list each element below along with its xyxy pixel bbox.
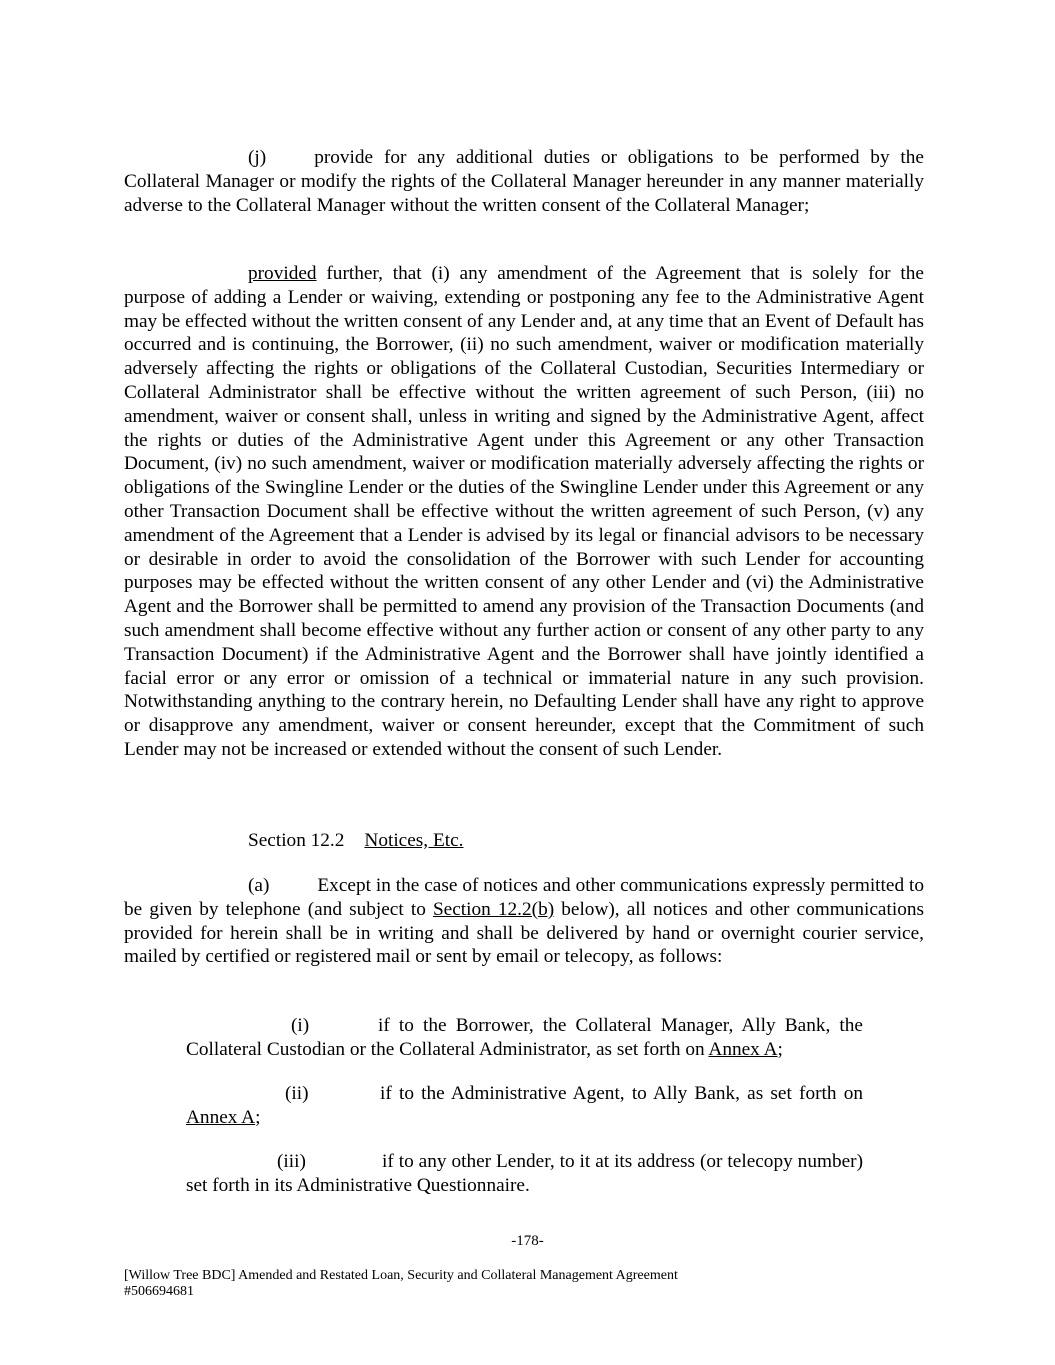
item-ii-text: if to the Administrative Agent, to Ally Bank, as set forth on [380, 1083, 863, 1104]
document-footer [124, 1268, 678, 1300]
footer-title: [Willow Tree BDC] Amended and Restated Loan, Security and Collateral Management Agreement [124, 1268, 678, 1283]
item-ii-label: (ii) [285, 1083, 309, 1104]
section-heading [248, 829, 463, 853]
item-iii [186, 1150, 863, 1198]
section-number: Section 12.2 [248, 830, 345, 851]
proviso-paragraph [124, 262, 924, 762]
item-i-ref: Annex A [708, 1038, 778, 1060]
paragraph-j-text: provide for any additional duties or obligations to be performed by the Collateral Manager or modify the rights of the Collateral Manager hereunder in any manner materially adverse to the Collateral Manager without the written consent of the Collateral Manager; [124, 147, 924, 216]
item-i-label: (i) [291, 1015, 310, 1036]
proviso-text: further, that (i) any amendment of the Agreement that is solely for the purpose of adding a Lender or waiving, extending or postponing any fee to the Administrative Agent may be effected without the written consent of any Lender and, at any time that an Event of Default has occurred and is continuing, the Borrower, (ii) no such amendment, waiver or modification materially adversely affecting the rights or obligations of the Collateral Custodian, Securities Intermediary or Collateral Administrator shall be effective without the written agreement of such Person, (iii) no amendment, waiver or consent shall, unless in writing and signed by the Administrative Agent, affect the rights or duties of the Administrative Agent under this Agreement or any other Transaction Document, (iv) no such amendment, waiver or modification materially adversely affecting the rights or obligations of the Swingline Lender or the duties of the Swingline Lender under this Agreement or any other Transaction Document shall be effective without the written agreement of such Person, (v) any amendment of the Agreement that a Lender is advised by its legal or financial advisors to be necessary or desirable in order to avoid the consolidation of the Borrower with such Lender for accounting purposes may be effected without the written consent of any other Lender and (vi) the Administrative Agent and the Borrower shall be permitted to amend any provision of the Transaction Documents (and such amendment shall become effective without any further action or consent of any other party to any Transaction Document) if the Administrative Agent and the Borrower shall have jointly identified a facial error or any error or omission of a technical or immaterial nature in any such provision. Notwithstanding anything to the contrary herein, no Defaulting Lender shall have any right to approve or disapprove any amendment, waiver or consent hereunder, except that the Commitment of such Lender may not be increased or extended without the consent of such Lender. [124, 263, 924, 760]
item-i [186, 1014, 863, 1062]
proviso-lead: provided [248, 263, 317, 284]
item-ii-end: ; [255, 1106, 261, 1128]
item-ii-ref: Annex A [186, 1106, 256, 1128]
item-i-end: ; [777, 1038, 783, 1060]
paragraph-j [124, 146, 924, 217]
item-i-text: if to the Borrower, the Collateral Manager, Ally Bank, the Collateral Custodian or the Collateral Administrator, as set forth on [186, 1015, 863, 1060]
section-ref-link: Section 12.2(b) [432, 898, 555, 920]
page-number: -178- [511, 1233, 544, 1249]
paragraph-a-text-before: Except in the case of notices and other communications expressly permitted to be given by telephone (and subject to [124, 875, 924, 920]
paragraph-a-label: (a) [248, 875, 270, 896]
item-iii-text: if to any other Lender, to it at its address (or telecopy number) set forth in its Administrative Questionnaire. [186, 1151, 863, 1196]
item-iii-label: (iii) [277, 1151, 306, 1172]
paragraph-a [124, 874, 924, 969]
footer-doc-id: #506694681 [124, 1284, 194, 1299]
paragraph-a-text-after: below), all notices and other communications provided for herein shall be in writing and shall be delivered by hand or overnight courier service, mailed by certified or registered mail or sent by email or telecopy, as follows: [124, 898, 924, 968]
paragraph-j-label: (j) [248, 147, 267, 168]
section-title: Notices, Etc. [364, 830, 464, 851]
item-ii [186, 1082, 863, 1130]
